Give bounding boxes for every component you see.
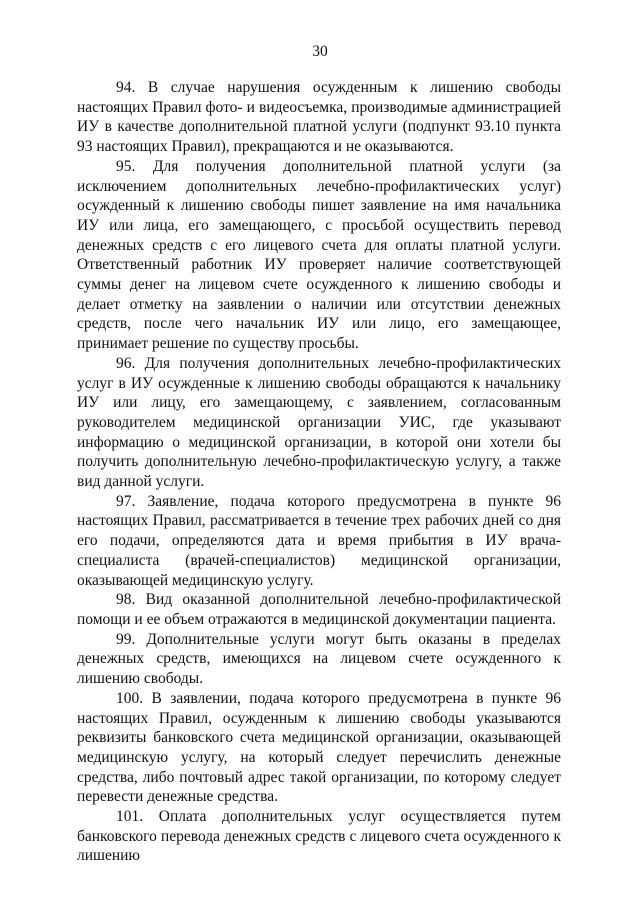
paragraph-98: 98. Вид оказанной дополнительной лечебно-профилактической помощи и ее объем отражаются в медицинской документации пациента. bbox=[77, 591, 561, 628]
paragraph-101: 101. Оплата дополнительных услуг осуществляется путем банковского перевода денежных средств с лицевого счета осужденного к лишению bbox=[77, 808, 561, 865]
paragraph-95: 95. Для получения дополнительной платной услуги (за исключением дополнительных лечебно-профилактических услуг) осужденный к лишению свободы пишет заявление на имя начальника ИУ или лица, его замещающего, с просьбой осуществить перевод денежных средств с его лицевого счета для оплаты платной услуги. Ответственный работник ИУ проверяет наличие соответствующей суммы денег на лицевом счете осужденного к лишению свободы и делает отметку на заявлении о наличии или отсутствии денежных средств, после чего начальник ИУ или лицо, его замещающее, принимает решение по существу просьбы. bbox=[77, 157, 561, 353]
paragraph-100: 100. В заявлении, подача которого предусмотрена в пункте 96 настоящих Правил, осужденным к лишению свободы указываются реквизиты банковского счета медицинской организации, оказывающей медицинскую услугу, на который следует перечислить денежные средства, либо почтовый адрес такой организации, по которому следует перевести денежные средства. bbox=[77, 689, 561, 806]
document-body bbox=[77, 78, 561, 866]
paragraph-99: 99. Дополнительные услуги могут быть оказаны в пределах денежных средств, имеющихся на лицевом счете осужденного к лишению свободы. bbox=[77, 630, 561, 688]
paragraph-96: 96. Для получения дополнительных лечебно-профилактических услуг в ИУ осужденные к лишению свободы обращаются к начальнику ИУ или лицу, его замещающему, с заявлением, согласованным руководителем медицинской организации УИС, где указывают информацию о медицинской организации, в которой они хотели бы получить дополнительную лечебно-профилактическую услугу, а также вид данной услуги. bbox=[77, 354, 561, 491]
paragraph-97: 97. Заявление, подача которого предусмотрена в пункте 96 настоящих Правил, рассматривается в течение трех рабочих дней со дня его подачи, определяются дата и время прибытия в ИУ врача-специалиста (врачей-специалистов) медицинской организации, оказывающей медицинскую услугу. bbox=[77, 492, 561, 589]
page-number: 30 bbox=[312, 43, 328, 60]
paragraph-94: 94. В случае нарушения осужденным к лишению свободы настоящих Правил фото- и видеосъемка, производимые администрацией ИУ в качестве дополнительной платной услуги (подпункт 93.10 пункта 93 настоящих Правил), прекращаются и не оказываются. bbox=[77, 79, 561, 156]
